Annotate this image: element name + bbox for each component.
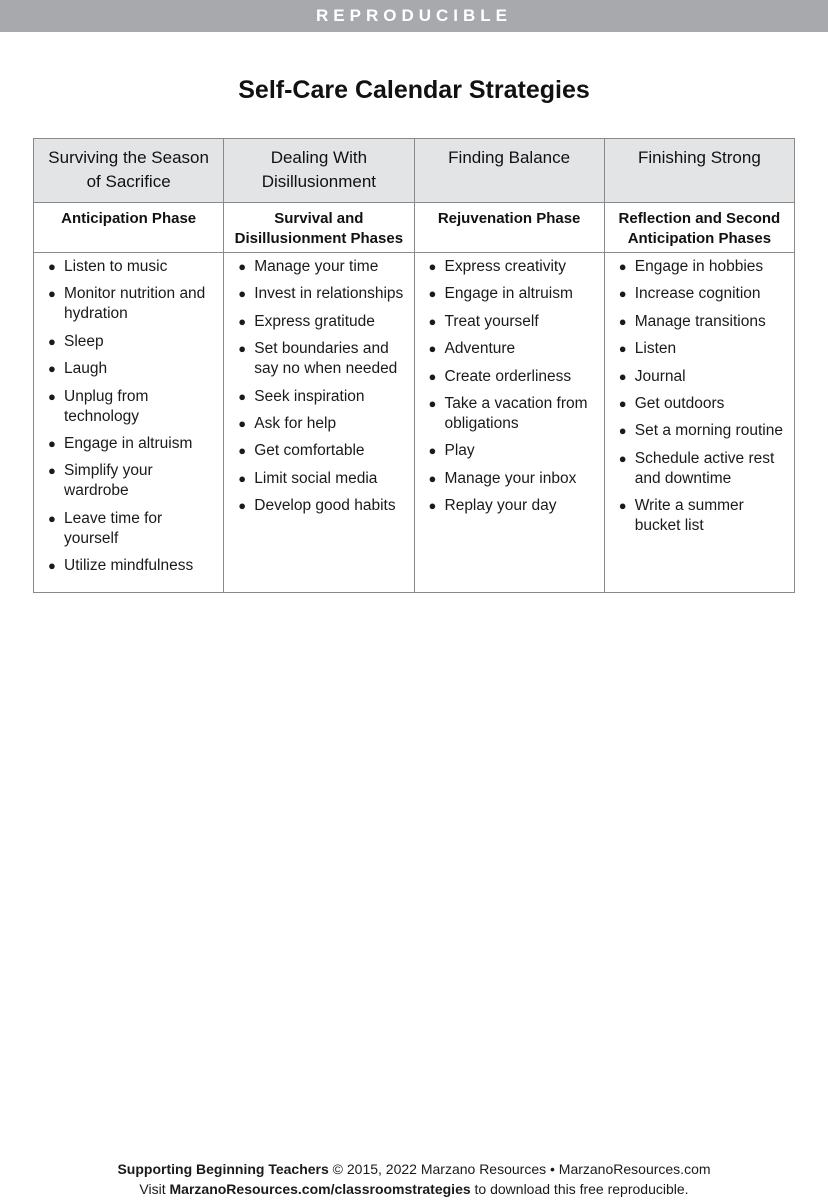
strategy-text: Create orderliness	[444, 367, 572, 385]
strategy-item	[605, 257, 788, 277]
bullet-icon: ●	[48, 361, 56, 377]
strategy-text: Laugh	[64, 360, 108, 378]
strategy-list-cell	[414, 253, 604, 593]
strategy-item	[224, 339, 407, 379]
strategy-text: Listen	[634, 340, 677, 358]
strategy-item	[224, 441, 407, 461]
bullet-icon: ●	[48, 333, 56, 349]
strategy-text: Engage in altruism	[444, 285, 573, 303]
strategy-text: Set boundaries and say no when needed	[254, 340, 398, 378]
bullet-icon: ●	[238, 470, 247, 486]
column-header-disillusionment	[224, 139, 414, 203]
strategy-item	[605, 339, 788, 359]
strategy-item	[224, 312, 407, 332]
strategy-item	[605, 284, 788, 304]
column-header-row	[34, 139, 795, 203]
strategy-item	[224, 496, 407, 516]
strategy-item	[224, 387, 407, 407]
strategy-text: Schedule active rest and downtime	[634, 449, 775, 487]
bullet-icon: ●	[428, 498, 437, 514]
book-title: Supporting Beginning Teachers	[117, 1161, 329, 1177]
bullet-icon: ●	[48, 286, 56, 302]
strategy-text: Invest in relationships	[254, 285, 404, 303]
strategy-item	[224, 257, 407, 277]
bullet-icon: ●	[428, 313, 437, 329]
strategy-text: Increase cognition	[634, 285, 761, 303]
bullet-icon: ●	[48, 463, 56, 479]
phase-cell: Anticipation Phase	[34, 203, 224, 253]
strategy-text: Utilize mindfulness	[64, 557, 194, 575]
phase-row	[34, 203, 795, 253]
strategy-text: Engage in hobbies	[634, 258, 764, 275]
column-header-text: Finishing Strong	[637, 148, 761, 167]
strategy-item	[605, 496, 788, 536]
strategy-item	[605, 394, 788, 414]
strategy-item	[415, 441, 598, 461]
strategy-item	[34, 332, 217, 352]
strategy-item	[605, 421, 788, 441]
column-header-surviving	[34, 139, 224, 203]
strategy-item	[415, 496, 598, 516]
strategy-text: Manage transitions	[634, 312, 766, 330]
strategy-item	[415, 257, 598, 277]
column-header-finishing	[604, 139, 794, 203]
strategy-item	[415, 312, 598, 332]
column-header-balance	[414, 139, 604, 203]
strategy-text: Seek inspiration	[254, 387, 365, 405]
footer-line-1	[0, 1159, 828, 1179]
strategy-text: Take a vacation from obligations	[444, 394, 588, 432]
phase-cell: Reflection and Second Anticipation Phases	[604, 203, 794, 253]
strategy-item	[415, 367, 598, 387]
column-header-text: Dealing With Disillusionment	[261, 148, 377, 191]
bullet-icon: ●	[48, 435, 56, 451]
download-text: to download this free reproducible.	[470, 1181, 689, 1197]
phase-cell: Rejuvenation Phase	[414, 203, 604, 253]
strategy-item	[34, 359, 217, 379]
strategy-text: Limit social media	[254, 469, 378, 487]
bullet-icon: ●	[618, 498, 627, 514]
bullet-icon: ●	[48, 558, 56, 574]
strategy-item	[34, 284, 217, 324]
strategy-text: Manage your inbox	[444, 469, 577, 487]
bullet-icon: ●	[618, 423, 627, 439]
strategy-item	[34, 434, 217, 454]
strategy-item	[415, 284, 598, 304]
strategy-list	[224, 257, 407, 516]
bullet-icon: ●	[618, 341, 627, 357]
bullet-icon: ●	[618, 313, 627, 329]
strategy-text: Get comfortable	[254, 442, 365, 460]
strategies-table	[33, 138, 795, 593]
bullet-icon: ●	[428, 395, 437, 411]
strategy-text: Simplify your wardrobe	[64, 462, 153, 500]
strategy-text: Sleep	[64, 332, 104, 350]
strategy-item	[224, 469, 407, 489]
strategy-item	[34, 461, 217, 501]
strategy-item	[415, 469, 598, 489]
strategy-text: Manage your time	[254, 258, 379, 275]
visit-text: Visit	[139, 1181, 170, 1197]
strategy-item	[224, 414, 407, 434]
bullet-icon: ●	[48, 259, 56, 274]
bullet-icon: ●	[618, 286, 627, 302]
strategy-text: Play	[444, 442, 475, 460]
strategy-item	[34, 257, 217, 277]
strategy-item	[605, 312, 788, 332]
strategy-list-cell	[604, 253, 794, 593]
bullet-icon: ●	[428, 470, 437, 486]
bullet-icon: ●	[428, 259, 437, 274]
bullet-icon: ●	[238, 313, 247, 329]
bullet-icon: ●	[618, 395, 627, 411]
bullet-icon: ●	[238, 498, 247, 514]
strategy-text: Unplug from technology	[64, 387, 149, 425]
download-link[interactable]: MarzanoResources.com/classroomstrategies	[169, 1181, 471, 1197]
strategy-list	[415, 257, 598, 516]
bullet-icon: ●	[238, 341, 247, 357]
strategy-item	[34, 387, 217, 427]
strategy-text: Express creativity	[444, 258, 566, 275]
strategy-item	[224, 284, 407, 304]
strategy-item	[415, 339, 598, 359]
strategy-text: Journal	[634, 367, 686, 385]
bullet-icon: ●	[48, 388, 56, 404]
items-row	[34, 253, 795, 593]
bullet-icon: ●	[238, 259, 247, 274]
bullet-icon: ●	[618, 450, 627, 466]
strategy-item	[34, 509, 217, 549]
bullet-icon: ●	[618, 368, 627, 384]
strategy-item	[415, 394, 598, 434]
strategy-text: Express gratitude	[254, 312, 375, 330]
bullet-icon: ●	[238, 388, 247, 404]
strategy-text: Monitor nutrition and hydration	[64, 285, 206, 323]
strategy-list	[605, 257, 788, 536]
strategy-text: Get outdoors	[634, 394, 725, 412]
strategy-text: Adventure	[444, 340, 516, 358]
bullet-icon: ●	[428, 286, 437, 302]
strategy-text: Develop good habits	[254, 497, 396, 515]
footer-line-2	[0, 1179, 828, 1199]
strategy-text: Replay your day	[444, 497, 557, 515]
strategy-text: Ask for help	[254, 414, 337, 432]
bullet-icon: ●	[238, 286, 247, 302]
bullet-icon: ●	[428, 341, 437, 357]
footer	[0, 1159, 828, 1199]
strategy-item	[605, 367, 788, 387]
reproducible-banner: REPRODUCIBLE	[0, 0, 828, 32]
phase-cell: Survival and Disillusionment Phases	[224, 203, 414, 253]
strategy-text: Listen to music	[64, 258, 168, 275]
bullet-icon: ●	[618, 259, 627, 274]
page-title: Self-Care Calendar Strategies	[238, 76, 590, 104]
strategy-list-cell	[34, 253, 224, 593]
bullet-icon: ●	[428, 368, 437, 384]
strategy-text: Treat yourself	[444, 312, 539, 330]
strategy-text: Write a summer bucket list	[634, 497, 744, 535]
strategy-item	[34, 556, 217, 576]
bullet-icon: ●	[238, 415, 247, 431]
strategy-text: Engage in altruism	[64, 434, 193, 452]
bullet-icon: ●	[238, 443, 247, 459]
strategy-list-cell	[224, 253, 414, 593]
column-header-text: Finding Balance	[448, 148, 571, 167]
strategy-list	[34, 257, 217, 576]
strategy-text: Leave time for yourself	[64, 509, 163, 547]
strategy-item	[605, 449, 788, 489]
bullet-icon: ●	[48, 510, 56, 526]
bullet-icon: ●	[428, 443, 437, 459]
strategy-text: Set a morning routine	[634, 422, 783, 440]
copyright-text: © 2015, 2022 Marzano Resources • MarzanoResources.com	[328, 1161, 711, 1177]
column-header-text: Surviving the Season of Sacrifice	[48, 148, 209, 191]
